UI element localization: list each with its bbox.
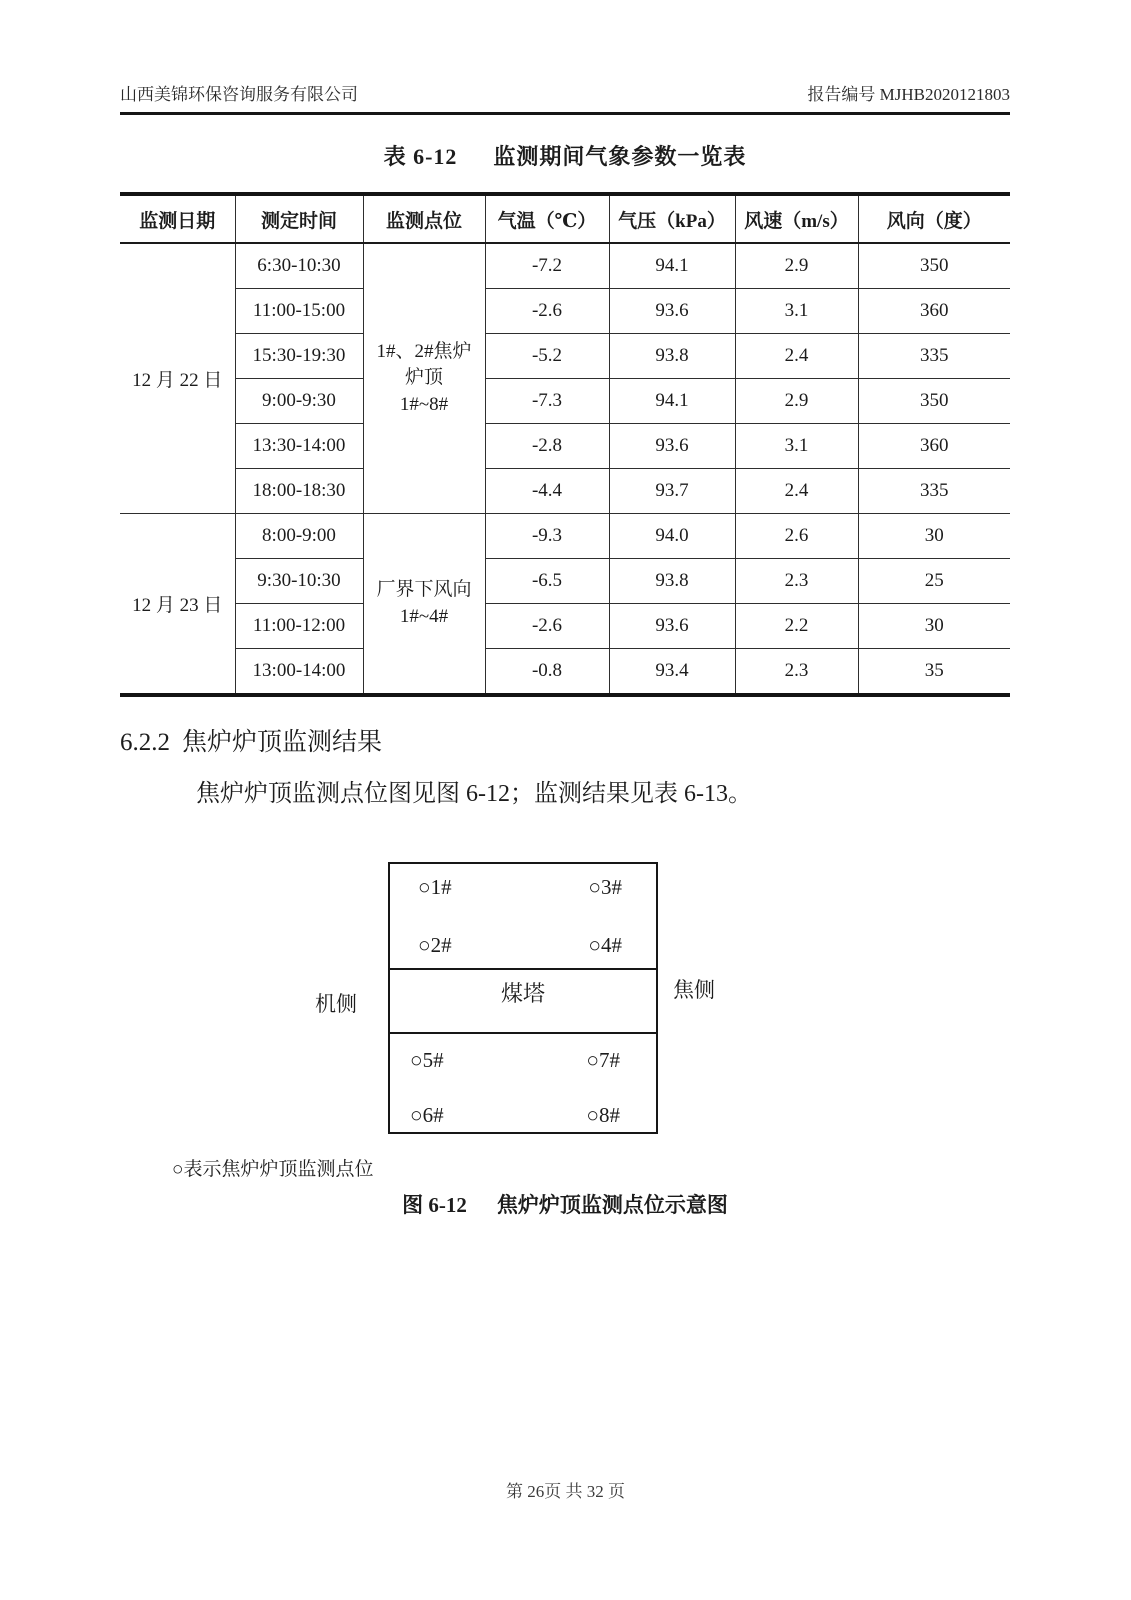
cell-monitoring-point (363, 243, 485, 514)
table-row (120, 424, 1010, 469)
cell-time: 15:30-19:30 (235, 334, 363, 379)
section-heading (120, 722, 1010, 758)
column-header-temperature: 气温（℃） (485, 194, 609, 243)
cell-wind-speed: 2.3 (735, 559, 858, 604)
point-line: 1#~4# (399, 605, 449, 627)
weather-parameters-table (120, 192, 1010, 697)
table-title-text: 监测期间气象参数一览表 (493, 144, 747, 169)
cell-time: 9:00-9:30 (235, 379, 363, 424)
figure-caption-label: 图 6-12 (402, 1193, 467, 1217)
cell-wind-speed: 2.2 (735, 604, 858, 649)
table-title (120, 140, 1010, 171)
document-header (120, 0, 1010, 105)
page-footer: 第 26页 共 32 页 (506, 1482, 625, 1501)
marker-row (410, 1105, 620, 1126)
cell-pressure: 94.0 (609, 514, 735, 559)
marker-row (418, 935, 622, 956)
cell-time: 6:30-10:30 (235, 243, 363, 289)
coke-oven-diagram-box (388, 862, 658, 1134)
point-line: 1#~8# (399, 393, 449, 415)
cell-time: 18:00-18:30 (235, 469, 363, 514)
cell-pressure: 93.6 (609, 604, 735, 649)
cell-date: 12 月 23 日 (120, 514, 235, 696)
point-line: 1#、2#焦炉 (376, 340, 472, 362)
report-number: 报告编号 MJHB2020121803 (807, 85, 1010, 104)
cell-wind-direction: 35 (858, 649, 1010, 696)
monitoring-point-marker: ○1# (418, 875, 452, 899)
cell-pressure: 93.4 (609, 649, 735, 696)
cell-time: 11:00-12:00 (235, 604, 363, 649)
monitoring-points-figure (120, 862, 1010, 1138)
marker-row (410, 1050, 620, 1071)
cell-wind-direction: 335 (858, 334, 1010, 379)
cell-temperature: -7.2 (485, 243, 609, 289)
monitoring-point-marker: ○7# (586, 1048, 620, 1072)
cell-wind-speed: 3.1 (735, 424, 858, 469)
table-row (120, 334, 1010, 379)
monitoring-point-marker: ○5# (410, 1048, 444, 1072)
cell-wind-speed: 2.6 (735, 514, 858, 559)
table-row (120, 604, 1010, 649)
monitoring-point-marker: ○2# (418, 933, 452, 957)
cell-wind-direction: 350 (858, 243, 1010, 289)
cell-pressure: 93.8 (609, 559, 735, 604)
monitoring-point-marker: ○6# (410, 1103, 444, 1127)
cell-temperature: -5.2 (485, 334, 609, 379)
cell-temperature: -2.6 (485, 604, 609, 649)
cell-time: 13:00-14:00 (235, 649, 363, 696)
monitoring-point-marker: ○4# (588, 933, 622, 957)
cell-wind-direction: 30 (858, 514, 1010, 559)
figure-caption (120, 1189, 1010, 1219)
point-line: 厂界下风向 (376, 578, 472, 600)
cell-wind-direction: 360 (858, 424, 1010, 469)
oven-top-section-lower (390, 1034, 656, 1132)
table-row (120, 514, 1010, 559)
cell-pressure: 94.1 (609, 243, 735, 289)
cell-pressure: 94.1 (609, 379, 735, 424)
cell-pressure: 93.8 (609, 334, 735, 379)
monitoring-point-marker: ○3# (588, 875, 622, 899)
cell-pressure: 93.7 (609, 469, 735, 514)
oven-top-section-upper (390, 864, 656, 968)
table-row (120, 469, 1010, 514)
cell-wind-direction: 335 (858, 469, 1010, 514)
cell-temperature: -9.3 (485, 514, 609, 559)
table-header-row (120, 194, 1010, 243)
cell-wind-direction: 25 (858, 559, 1010, 604)
section-number: 6.2.2 (120, 729, 170, 756)
cell-wind-speed: 2.4 (735, 469, 858, 514)
table-row (120, 289, 1010, 334)
monitoring-point-marker: ○8# (586, 1103, 620, 1127)
coal-tower-section (390, 968, 656, 1034)
body-paragraph: 焦炉炉顶监测点位图见图 6-12；监测结果见表 6-13。 (196, 781, 752, 807)
cell-temperature: -7.3 (485, 379, 609, 424)
table-row (120, 243, 1010, 289)
column-header-time: 测定时间 (235, 194, 363, 243)
coke-side-label: 焦侧 (673, 978, 715, 1002)
cell-temperature: -2.8 (485, 424, 609, 469)
cell-wind-direction: 350 (858, 379, 1010, 424)
column-header-point: 监测点位 (363, 194, 485, 243)
cell-wind-speed: 2.9 (735, 243, 858, 289)
machine-side-label: 机侧 (315, 992, 357, 1016)
table-row (120, 379, 1010, 424)
cell-time: 8:00-9:00 (235, 514, 363, 559)
cell-temperature: -2.6 (485, 289, 609, 334)
cell-pressure: 93.6 (609, 289, 735, 334)
point-line: 炉顶 (404, 367, 443, 389)
cell-temperature: -6.5 (485, 559, 609, 604)
table-row (120, 649, 1010, 696)
section-heading-text: 焦炉炉顶监测结果 (182, 729, 383, 756)
marker-row (418, 877, 622, 898)
column-header-wind-direction: 风向（度） (858, 194, 1010, 243)
cell-time: 9:30-10:30 (235, 559, 363, 604)
figure-legend: ○表示焦炉炉顶监测点位 (172, 1159, 374, 1180)
table-label: 表 6-12 (383, 144, 458, 169)
cell-wind-direction: 30 (858, 604, 1010, 649)
cell-wind-speed: 2.9 (735, 379, 858, 424)
cell-wind-speed: 2.3 (735, 649, 858, 696)
figure-caption-text: 焦炉炉顶监测点位示意图 (496, 1193, 728, 1217)
column-header-wind-speed: 风速（m/s） (735, 194, 858, 243)
table-row (120, 559, 1010, 604)
cell-wind-speed: 2.4 (735, 334, 858, 379)
cell-wind-speed: 3.1 (735, 289, 858, 334)
cell-pressure: 93.6 (609, 424, 735, 469)
column-header-pressure: 气压（kPa） (609, 194, 735, 243)
cell-temperature: -0.8 (485, 649, 609, 696)
coal-tower-label: 煤塔 (500, 981, 545, 1006)
column-header-date: 监测日期 (120, 194, 235, 243)
cell-time: 11:00-15:00 (235, 289, 363, 334)
cell-time: 13:30-14:00 (235, 424, 363, 469)
header-divider (120, 112, 1010, 115)
company-name: 山西美锦环保咨询服务有限公司 (120, 85, 358, 104)
cell-temperature: -4.4 (485, 469, 609, 514)
cell-wind-direction: 360 (858, 289, 1010, 334)
cell-monitoring-point (363, 514, 485, 696)
cell-date: 12 月 22 日 (120, 243, 235, 514)
